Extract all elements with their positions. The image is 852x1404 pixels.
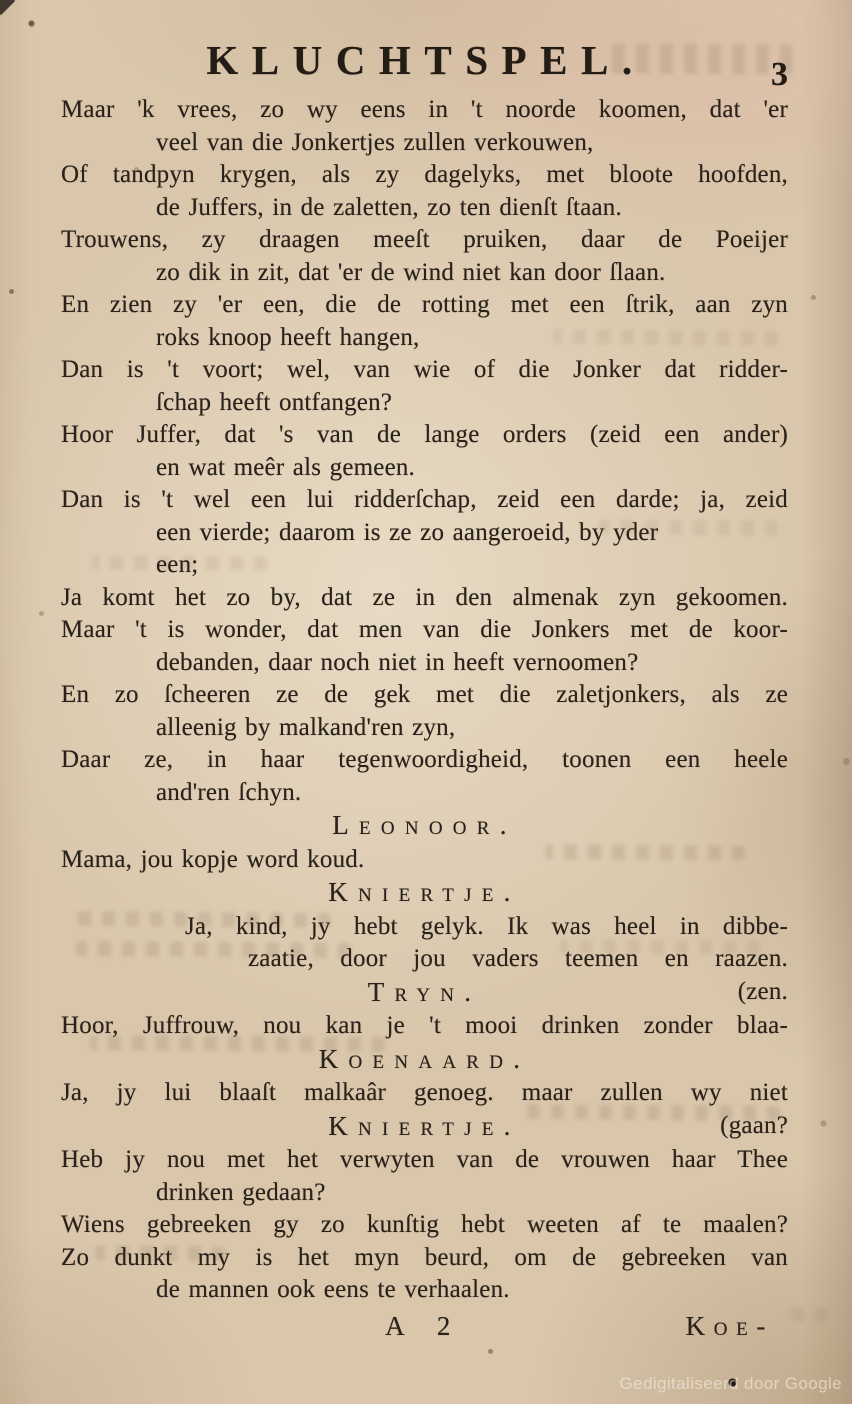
turnover-text: (gaan? bbox=[720, 1111, 788, 1139]
verse-line: Ja, jy lui blaaſt malkaâr genoeg. maar zullen wy niet bbox=[61, 1079, 788, 1106]
speech-heading bbox=[61, 809, 788, 844]
catchword: Koe- bbox=[685, 1310, 774, 1341]
ink-specks bbox=[0, 0, 3, 3]
speaker-name: Koenaard. bbox=[318, 1043, 531, 1074]
verse-line: alleenig by malkand'ren zyn, bbox=[156, 713, 456, 741]
signature-mark: A 2 bbox=[385, 1310, 464, 1341]
verse-line: Of tandpyn krygen, als zy dagelyks, met bloote hoofden, bbox=[61, 161, 788, 188]
verse-line: Dan is 't wel een lui ridderſchap, zeid een darde; ja, zeid bbox=[61, 486, 788, 513]
running-head bbox=[0, 36, 852, 94]
verse-line: debanden, daar noch niet in heeft vernoomen? bbox=[156, 648, 639, 676]
bleedthrough-smudge bbox=[786, 1308, 828, 1322]
verse-line: Daar ze, in haar tegenwoordigheid, toonen een heele bbox=[61, 746, 788, 773]
speech-heading bbox=[61, 1110, 788, 1145]
turnover-text: (zen. bbox=[737, 977, 788, 1005]
body-text bbox=[61, 94, 788, 1307]
verse-line: ſchap heeft ontfangen? bbox=[156, 388, 393, 416]
page-footer bbox=[61, 1311, 788, 1347]
verse-line: Maar 'k vrees, zo wy eens in 't noorde koomen, dat 'er bbox=[61, 96, 788, 123]
speaker-name: Leonoor. bbox=[332, 810, 517, 840]
verse-line: en wat meêr als gemeen. bbox=[156, 453, 416, 481]
page-number: 3 bbox=[771, 56, 788, 93]
verse-line: de Juffers, in de zaletten, zo ten dienſt ſtaan. bbox=[156, 193, 622, 221]
verse-line: Maar 't is wonder, dat men van die Jonkers met de koor- bbox=[61, 616, 788, 643]
verse-line: veel van die Jonkertjes zullen verkouwen, bbox=[156, 128, 594, 156]
verse-line: Trouwens, zy draagen meeſt pruiken, daar de Poeijer bbox=[61, 226, 788, 253]
verse-line: Zo dunkt my is het myn beurd, om de gebreeken van bbox=[61, 1243, 788, 1271]
verse-line: Wiens gebreeken gy zo kunſtig hebt weeten af te maalen? bbox=[61, 1211, 788, 1238]
verse-line: Heb jy nou met het verwyten van de vrouwen haar Thee bbox=[61, 1146, 788, 1173]
verse-line: Ja komt het zo by, dat ze in den almenak zyn gekoomen. bbox=[61, 583, 788, 611]
verse-line: En zo ſcheeren ze de gek met die zaletjonkers, als ze bbox=[61, 681, 788, 708]
speaker-name: Tryn. bbox=[367, 976, 482, 1007]
verse-line: Mama, jou kopje word koud. bbox=[61, 845, 365, 873]
verse-line: Dan is 't voort; wel, van wie of die Jonker dat ridder- bbox=[61, 356, 788, 383]
verse-line: zaatie, door jou vaders teemen en raazen. bbox=[248, 945, 788, 972]
verse-line: de mannen ook eens te verhaalen. bbox=[156, 1276, 510, 1303]
verse-line: Ja, kind, jy hebt gelyk. Ik was heel in dibbe- bbox=[185, 912, 788, 940]
speech-heading bbox=[61, 1043, 788, 1078]
google-watermark: Gedigitaliseerd door Google bbox=[619, 1374, 842, 1393]
verse-line: drinken gedaan? bbox=[156, 1178, 326, 1206]
verse-line: zo dik in zit, dat 'er de wind niet kan door ſlaan. bbox=[156, 258, 666, 286]
page-title: KLUCHTSPEL. bbox=[206, 37, 646, 83]
speaker-name: Kniertje. bbox=[328, 1110, 521, 1141]
verse-line: een vierde; daarom is ze zo aangeroeid, by yder bbox=[156, 518, 659, 546]
verse-line: En zien zy 'er een, die de rotting met een ſtrik, aan zyn bbox=[61, 291, 788, 318]
verse-line: een; bbox=[156, 551, 199, 578]
verse-line: roks knoop heeft hangen, bbox=[156, 323, 420, 351]
verse-line: Hoor Juffer, dat 's van de lange orders (zeid een ander) bbox=[61, 421, 788, 448]
speech-heading bbox=[61, 876, 788, 911]
speaker-name: Kniertje. bbox=[328, 877, 521, 907]
speech-heading bbox=[61, 976, 788, 1011]
verse-line: Hoor, Juffrouw, nou kan je 't mooi drinken zonder blaa- bbox=[61, 1012, 788, 1039]
verse-line: and'ren ſchyn. bbox=[156, 778, 302, 806]
